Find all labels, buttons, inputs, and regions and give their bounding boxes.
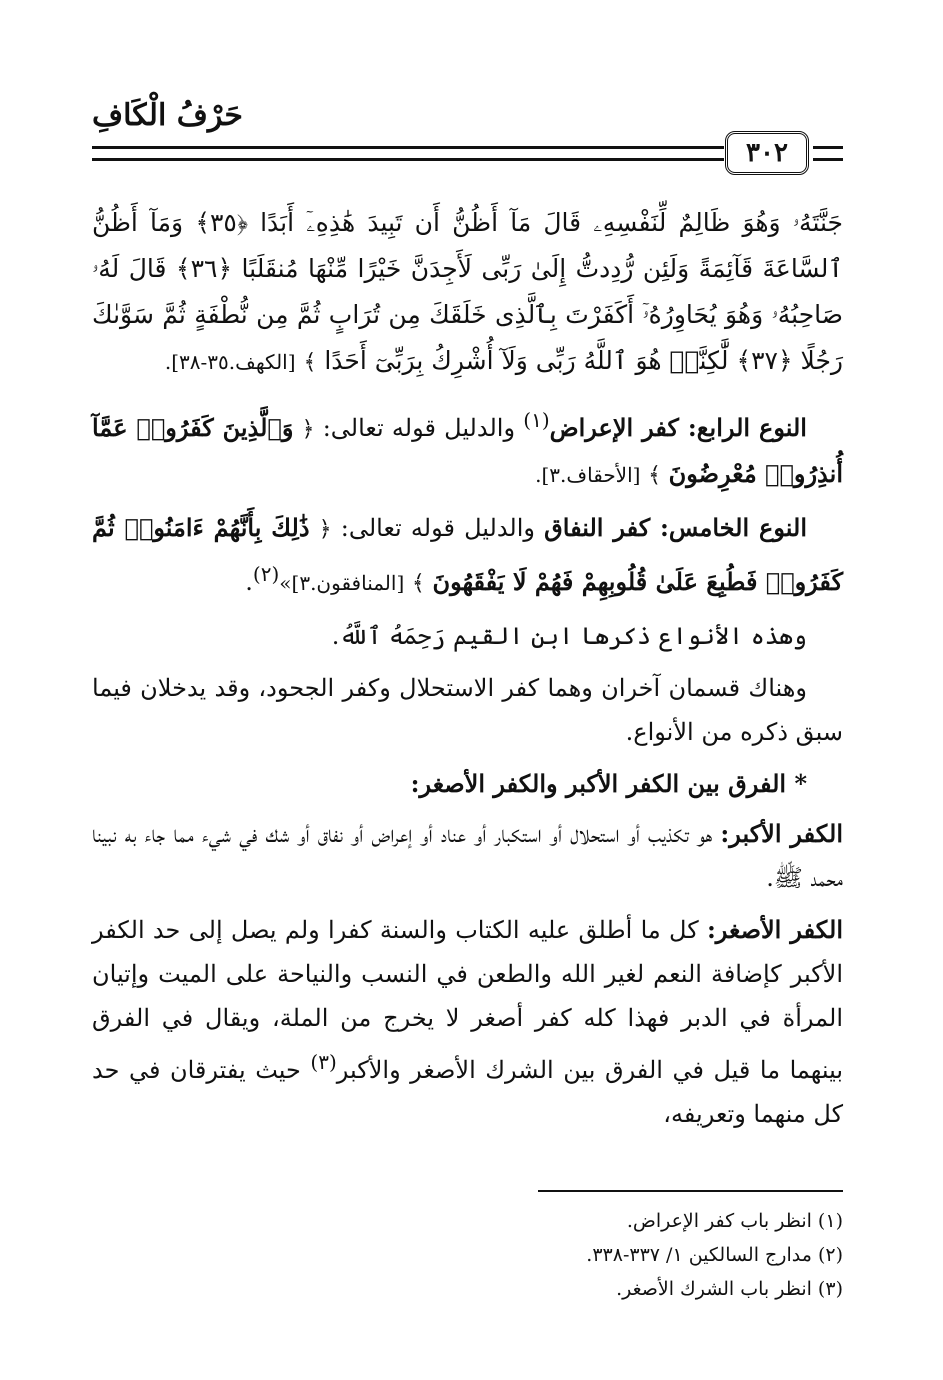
footnote-ref-1: (١) bbox=[523, 408, 550, 432]
type-four-intro: والدليل قوله تعالى: bbox=[322, 414, 516, 442]
footnote-item: (١) انظر باب كفر الإعراض. bbox=[626, 1210, 843, 1232]
type-five-verse: ذَٰلِكَ بِأَنَّهُمْ ءَامَنُوا۟ ثُمَّ كَفَرُوا۟ فَطُبِعَ عَلَىٰ قُلُوبِهِمْ فَهُمْ لَا يَفْقَهُونَ bbox=[92, 513, 843, 596]
footnote-ref-3: (٣) bbox=[310, 1050, 337, 1074]
footnote-separator bbox=[538, 1190, 843, 1192]
minor-kufr-label: الكفر الأصغر: bbox=[706, 915, 843, 944]
minor-kufr-paragraph bbox=[92, 908, 843, 1136]
quran-passage-kahf bbox=[92, 200, 843, 386]
ibn-qayyim-paragraph: وهذه الأنواع ذكرها ابن القيم رَحِمَهُ ٱللَّهُ. bbox=[331, 622, 807, 650]
chapter-title: حَرْفُ الْكَافِ bbox=[92, 98, 243, 133]
major-kufr-text: هو تكذيب أو استحلال أو استكبار أو عناد أو إعراض أو نفاق أو شك في شيء مما جاء به نبينا محمد ﷺ. bbox=[92, 820, 843, 892]
page-body bbox=[92, 200, 843, 1144]
verse-text: جَنَّتَهُۥ وَهُوَ ظَالِمٌ لِّنَفْسِهِۦ قَالَ مَآ أَظُنُّ أَن تَبِيدَ هَٰذِهِۦٓ أَبَدًا ﴿٣٥﴾ وَمَآ أَظُنُّ ٱلسَّاعَةَ قَآئِمَةً وَلَئِن رُّدِدتُّ إِلَىٰ رَبِّى لَأَجِدَنَّ خَيْرًا مِّنْهَا مُنقَلَبًا ﴿٣٦﴾ قَالَ لَهُۥ صَاحِبُهُۥ وَهُوَ يُحَاوِرُهُۥٓ أَكَفَرْتَ بِٱلَّذِى خَلَقَكَ مِن تُرَابٍ ثُمَّ مِن نُّطْفَةٍ ثُمَّ سَوَّىٰكَ رَجُلًا ﴿٣٧﴾ لَّٰكِنَّا۠ هُوَ ٱللَّهُ رَبِّى وَلَآ أُشْرِكُ بِرَبِّىٓ أَحَدًا bbox=[92, 208, 844, 375]
major-kufr-label: الكفر الأكبر: bbox=[720, 819, 843, 848]
type-five-label: النوع الخامس: كفر النفاق bbox=[544, 513, 807, 542]
two-more-types-paragraph: وهناك قسمان آخران وهما كفر الاستحلال وكفر الجحود، وقد يدخلان فيما سبق ذكره من الأنواع. bbox=[92, 674, 843, 746]
minor-kufr-text: كل ما أطلق عليه الكتاب والسنة كفرا ولم يصل إلى حد الكفر الأكبر كإضافة النعم لغير الله والطعن في النسب والنياحة على الميت وإتيان المرأة في الدبر فهذا كله كفر أصغر لا يخرج من الملة، ويقال في الفرق بينهما ما قيل في الفرق بين الشرك الأصغر والأكبر bbox=[92, 916, 844, 1084]
header-rule-left-top bbox=[92, 146, 724, 149]
header-rule-left-bottom bbox=[92, 158, 724, 161]
type-four-paragraph bbox=[92, 398, 843, 498]
type-five-citation: [المنافقون.٣]» bbox=[279, 571, 405, 595]
major-kufr-paragraph bbox=[92, 812, 843, 900]
header-rule-right-top bbox=[813, 146, 843, 149]
verse-citation: [الكهف.٣٥-٣٨]. bbox=[164, 350, 296, 374]
type-four-verse: وَٱلَّذِينَ كَفَرُوا۟ عَمَّآ أُنذِرُوا۟ مُعْرِضُونَ bbox=[92, 413, 843, 488]
footnote-item: (٣) انظر باب الشرك الأصغر. bbox=[616, 1278, 843, 1300]
minor-kufr-text-end: حيث يفترقان في حد كل منهما وتعريفه، bbox=[92, 1056, 843, 1128]
type-four-label: النوع الرابع: كفر الإعراض bbox=[549, 413, 807, 442]
footnotes bbox=[92, 1204, 843, 1306]
closing-ornament: ﴾ bbox=[411, 571, 425, 596]
closing-ornament: ﴾ bbox=[303, 350, 317, 375]
closing-ornament: ﴾ bbox=[648, 463, 661, 488]
type-five-paragraph: النوع الخامس: كفر النفاق والدليل قوله تعالى: ﴿ ذَٰلِكَ بِأَنَّهُمْ ءَامَنُوا۟ ثُمَّ كَفَرُوا۟ فَطُبِعَ عَلَىٰ قُلُوبِهِمْ فَهُمْ لَا يَفْقَهُونَ ﴾ [المنافقون.٣]»$^{(٢)}$. bbox=[92, 513, 843, 596]
opening-ornament: ﴿ bbox=[301, 417, 315, 442]
section-heading-difference: * الفرق بين الكفر الأكبر والكفر الأصغر: bbox=[410, 769, 807, 798]
opening-ornament: ﴿ bbox=[318, 517, 332, 542]
footnote-ref-2: (٢) bbox=[252, 562, 280, 586]
header-rule-right-bottom bbox=[813, 158, 843, 161]
page-number: ٣٠٢ bbox=[725, 131, 809, 175]
type-four-citation: [الأحقاف.٣]. bbox=[535, 463, 641, 487]
footnote-item: (٢) مدارج السالكين ١/ ٣٣٧-٣٣٨. bbox=[586, 1244, 843, 1266]
type-five-intro: والدليل قوله تعالى: bbox=[340, 514, 535, 542]
